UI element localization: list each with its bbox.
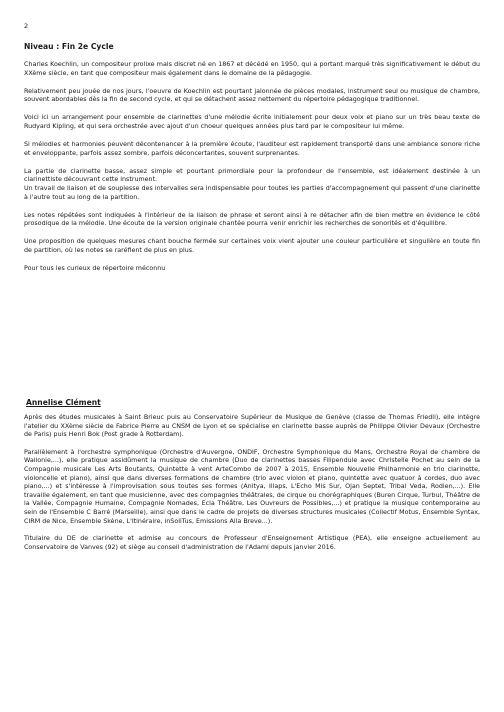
paragraph-intro: Charles Koechlin, un compositeur prolixe mais discret né en 1867 et décédé en 1950, qui a portant marqué très significativement le début du XXème siècle, en tant que compositeur mais également dans le domaine de la pédagogie. [24,61,480,77]
niveau-section [24,42,480,283]
paragraph-clarinette-basse: La partie de clarinette basse, assez simple et pourtant primordiale pour la profondeur de l'ensemble, est idéalement destinée à un clarinettiste découvrant cette instrument. [24,167,480,184]
page-number: 2 [24,22,29,30]
paragraph-notes-repetees: Les notes répétées sont indiquées à l'intérieur de la liaison de phrase et seront ainsi à re détacher afin de bien mettre en évidence le côté prosodique de la mélodie. Une écoute de la version originale chantée pourra venir enrichir les recherches de sonorités et d'équilibre. [24,211,480,228]
paragraph-liaison: Un travail de liaison et de souplesse des intervalles sera indispensable pour toutes les parties d'accompagnement qui passent d'une clarinette à l'autre tout au long de la partition. [24,184,480,201]
bio-heading: Annelise Clément [26,398,101,407]
paragraph-orchestre: Parallèlement à l'orchestre symphonique (Orchestre d'Auvergne, ONDIF, Orchestre Symphonique du Mans, Orchestre Royal de chambre de Wallonie,...), elle pratique assidûment la musique de chambre (Duo de clarinettes basses Filipendule avec Christelle Pochet au sein de la Compagnie musicale Les Arts Boutants, Quintette à vent ArteCombo de 2007 à 2015, Ensemble Nouvelle Philharmonie en trio clarinette, violoncelle et piano), ainsi que dans diverses formations de chambre (trio avec violon et piano, quintette avec quatuor à cordes, duo avec piano,...) et s'intéresse à l'improvisation sous toutes ses formes (Anitya, Illaps, L'Echo Mis Sur, Ojan Septet, Tribal Veda, Rodien,...). Elle travaille également, en tant que musicienne, avec des compagnies théâtrales, de cirque ou chorégraphiques (Buren Cirque, Turbul, Théâtre de la Vallée, Compagnie Humaine, Compagnie Nomades, Ecla Théâtre, Les Ouvreurs de Possibles,...) et pratique la musique contemporaine au sein de l'Ensemble C Barré (Marseille), ainsi que dans le cadre de projets de diverses structures musicales (Collectif Motus, Ensemble Syntax, CIRM de Nice, Ensemble Skène, L'Itinéraire, inSoliTus, Emissions Alla Breve...). [24,448,480,525]
niveau-heading: Niveau : Fin 2e Cycle [24,42,114,51]
paragraph-melodies: Si mélodies et harmonies peuvent décontenancer à la première écoute, l'auditeur est rapidement transporté dans une ambiance sonore riche et enveloppante, parfois assez sombre, parfois déconcertantes, souvent surprenantes. [24,141,480,157]
paragraph-curieux: Pour tous les curieux de répertoire méconnu [24,265,166,272]
paragraph-titulaire: Titulaire du DE de clarinette et admise au concours de Professeur d'Enseignement Artistique (PEA), elle enseigne actuellement au Conservatoire de Vanves (92) et siège au conseil d'administration de l'Adami depuis janvier 2016. [24,535,480,551]
paragraph-etudes: Après des études musicales à Saint Brieuc puis au Conservatoire Supérieur de Musique de Genève (classe de Thomas Friedli), elle intègre l'atelier du XXème siècle de Fabrice Pierre au CNSM de Lyon et se spécialise en clarinette basse auprès de Philippe Olivier Devaux (Orchestre de Paris) puis Henri Bok (Post grade à Rotterdam). [24,414,480,439]
paragraph-bouche-fermee: Une proposition de quelques mesures chant bouche fermée sur certaines voix vient ajouter une couleur particulière et singulière en toute fin de partition, où les notes se raréfient de plus en plus. [24,238,480,254]
paragraph-oeuvre: Relativement peu jouée de nos jours, l'oeuvre de Koechlin est pourtant jalonnée de pièces modales, instrument seul ou musique de chambre, souvent abordables dès la fin de second cycle, et qui se détachent assez nettement du répertoire pédagogique traditionnel. [24,87,480,104]
paragraph-arrangement: Voici ici un arrangement pour ensemble de clarinettes d'une mélodie écrite initialement pour deux voix et piano sur un très beau texte de Rudyard Kipling, et qui sera orchestrée avec ajout d'un choeur quelques années plus tard par le compositeur lui même. [24,114,480,130]
bio-section [24,398,480,561]
